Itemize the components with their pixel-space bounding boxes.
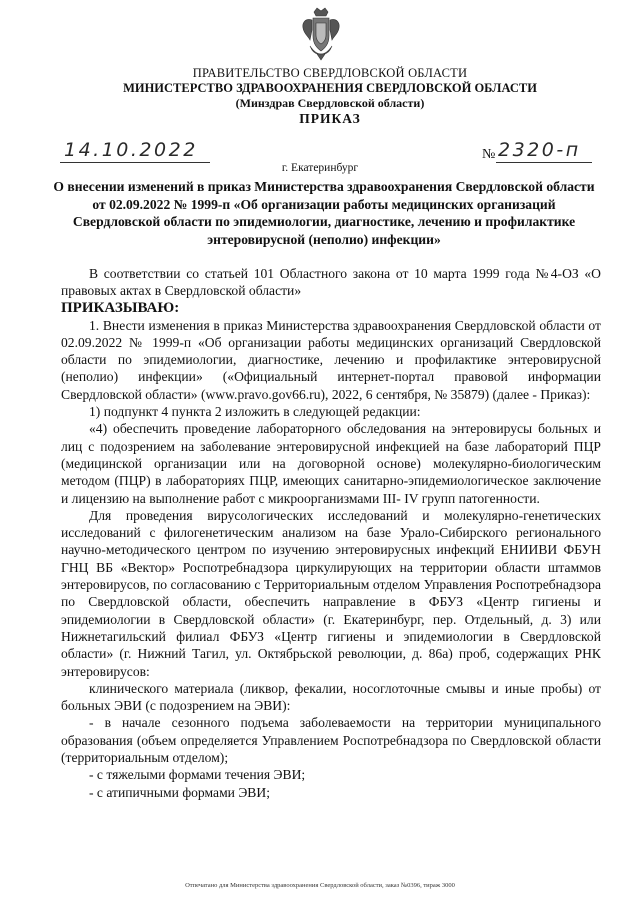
print-footer: Отпечатано для Министерства здравоохранения Свердловской области, заказ №0396, тираж 3000: [185, 882, 455, 889]
order-number-label: №: [482, 147, 496, 162]
document-type: ПРИКАЗ: [299, 111, 361, 126]
order-date: 14.10.2022: [64, 139, 198, 161]
item-1: 1. Внести изменения в приказ Министерства здравоохранения Свердловской области от 02.09.2022 № 1999-п «Об организации работы медицинских организаций Свердловской области по эпидемиологии, диагностике, лечению и профилактике энтеровирусной (неполио) инфекции» («Официальный интернет-портал правовой информации Свердловской области» (www.pravo.gov66.ru), 2022, 6 сентября, № 35879) (далее - Приказ):: [61, 317, 601, 402]
city: г. Екатеринбург: [281, 162, 359, 174]
ministry-name: МИНИСТЕРСТВО ЗДРАВООХРАНЕНИЯ СВЕРДЛОВСКОЙ ОБЛАСТИ: [123, 81, 537, 95]
bullet-item: - с тяжелыми формами течения ЭВИ;: [89, 767, 306, 783]
coat-of-arms-icon: [300, 6, 342, 62]
government-name: ПРАВИТЕЛЬСТВО СВЕРДЛОВСКОЙ ОБЛАСТИ: [192, 66, 468, 80]
bullet-item: - с атипичными формами ЭВИ;: [89, 784, 270, 800]
order-body: [61, 265, 601, 801]
item-1-subitem: 1) подпункт 4 пункта 2 изложить в следующей редакции:: [89, 404, 421, 420]
item-1-subitem-text: «4) обеспечить проведение лабораторного обследования на энтеровирусы больных и лиц с подозрением на заболевание энтеровирусной инфекцией на базе лабораторий ПЦР (медицинской организации или на договорной основе) молекулярно-биологическим методом (ПЦР) в лабораториях ПЦР, имеющих санитарно-эпидемиологическое заключение и лицензию на выполнение работ с микроорганизмами III- IV групп патогенности.: [61, 421, 601, 506]
ministry-short-name: (Минздрав Свердловской области): [235, 96, 425, 110]
bullet-item: - в начале сезонного подъема заболеваемости на территории муниципального образования (объем определяется Управлением Роспотребнадзора по Свердловской области (территориальным отделом);: [61, 715, 601, 766]
preamble: В соответствии со статьей 101 Областного закона от 10 марта 1999 года №4-ОЗ «О правовых актах в Свердловской области»: [61, 266, 601, 299]
order-title: О внесении изменений в приказ Министерства здравоохранения Свердловской области от 02.09.2022 № 1999-п «Об организации работы медицинских организаций Свердловской области по эпидемиологии, диагностике, лечению и профилактике энтеровирусной (неполио) инфекции»: [53, 179, 595, 247]
order-number: 2320-п: [498, 139, 581, 161]
paragraph-3: клинического материала (ликвор, фекалии, носоглоточные смывы и иные пробы) от больных ЭВИ (с подозрением на ЭВИ):: [61, 680, 601, 714]
order-word: ПРИКАЗЫВАЮ:: [61, 299, 180, 316]
paragraph-2: Для проведения вирусологических исследований и молекулярно-генетических исследований с филогенетическим анализом на базе Урало-Сибирского регионального научно-методического центром по изучению энтеровирусных инфекций ЕНИИВИ ФБУН ГНЦ ВБ «Вектор» Роспотребнадзора циркулирующих на территории области штаммов энтеровирусов, по согласованию с Территориальным отделом Управления Роспотребнадзора по Свердловской области, обеспечить направление в ФБУЗ «Центр гигиены и эпидемиологии в Свердловской области» (г. Екатеринбург, пер. Отдельный, д. 3) или Нижнетагильский филиал ФБУЗ «Центр гигиены и эпидемиологии в Свердловской области» (г. Нижний Тагил, ул. Октябрьской революции, д. 86а) проб, содержащих РНК энтеровирусов:: [61, 507, 601, 679]
